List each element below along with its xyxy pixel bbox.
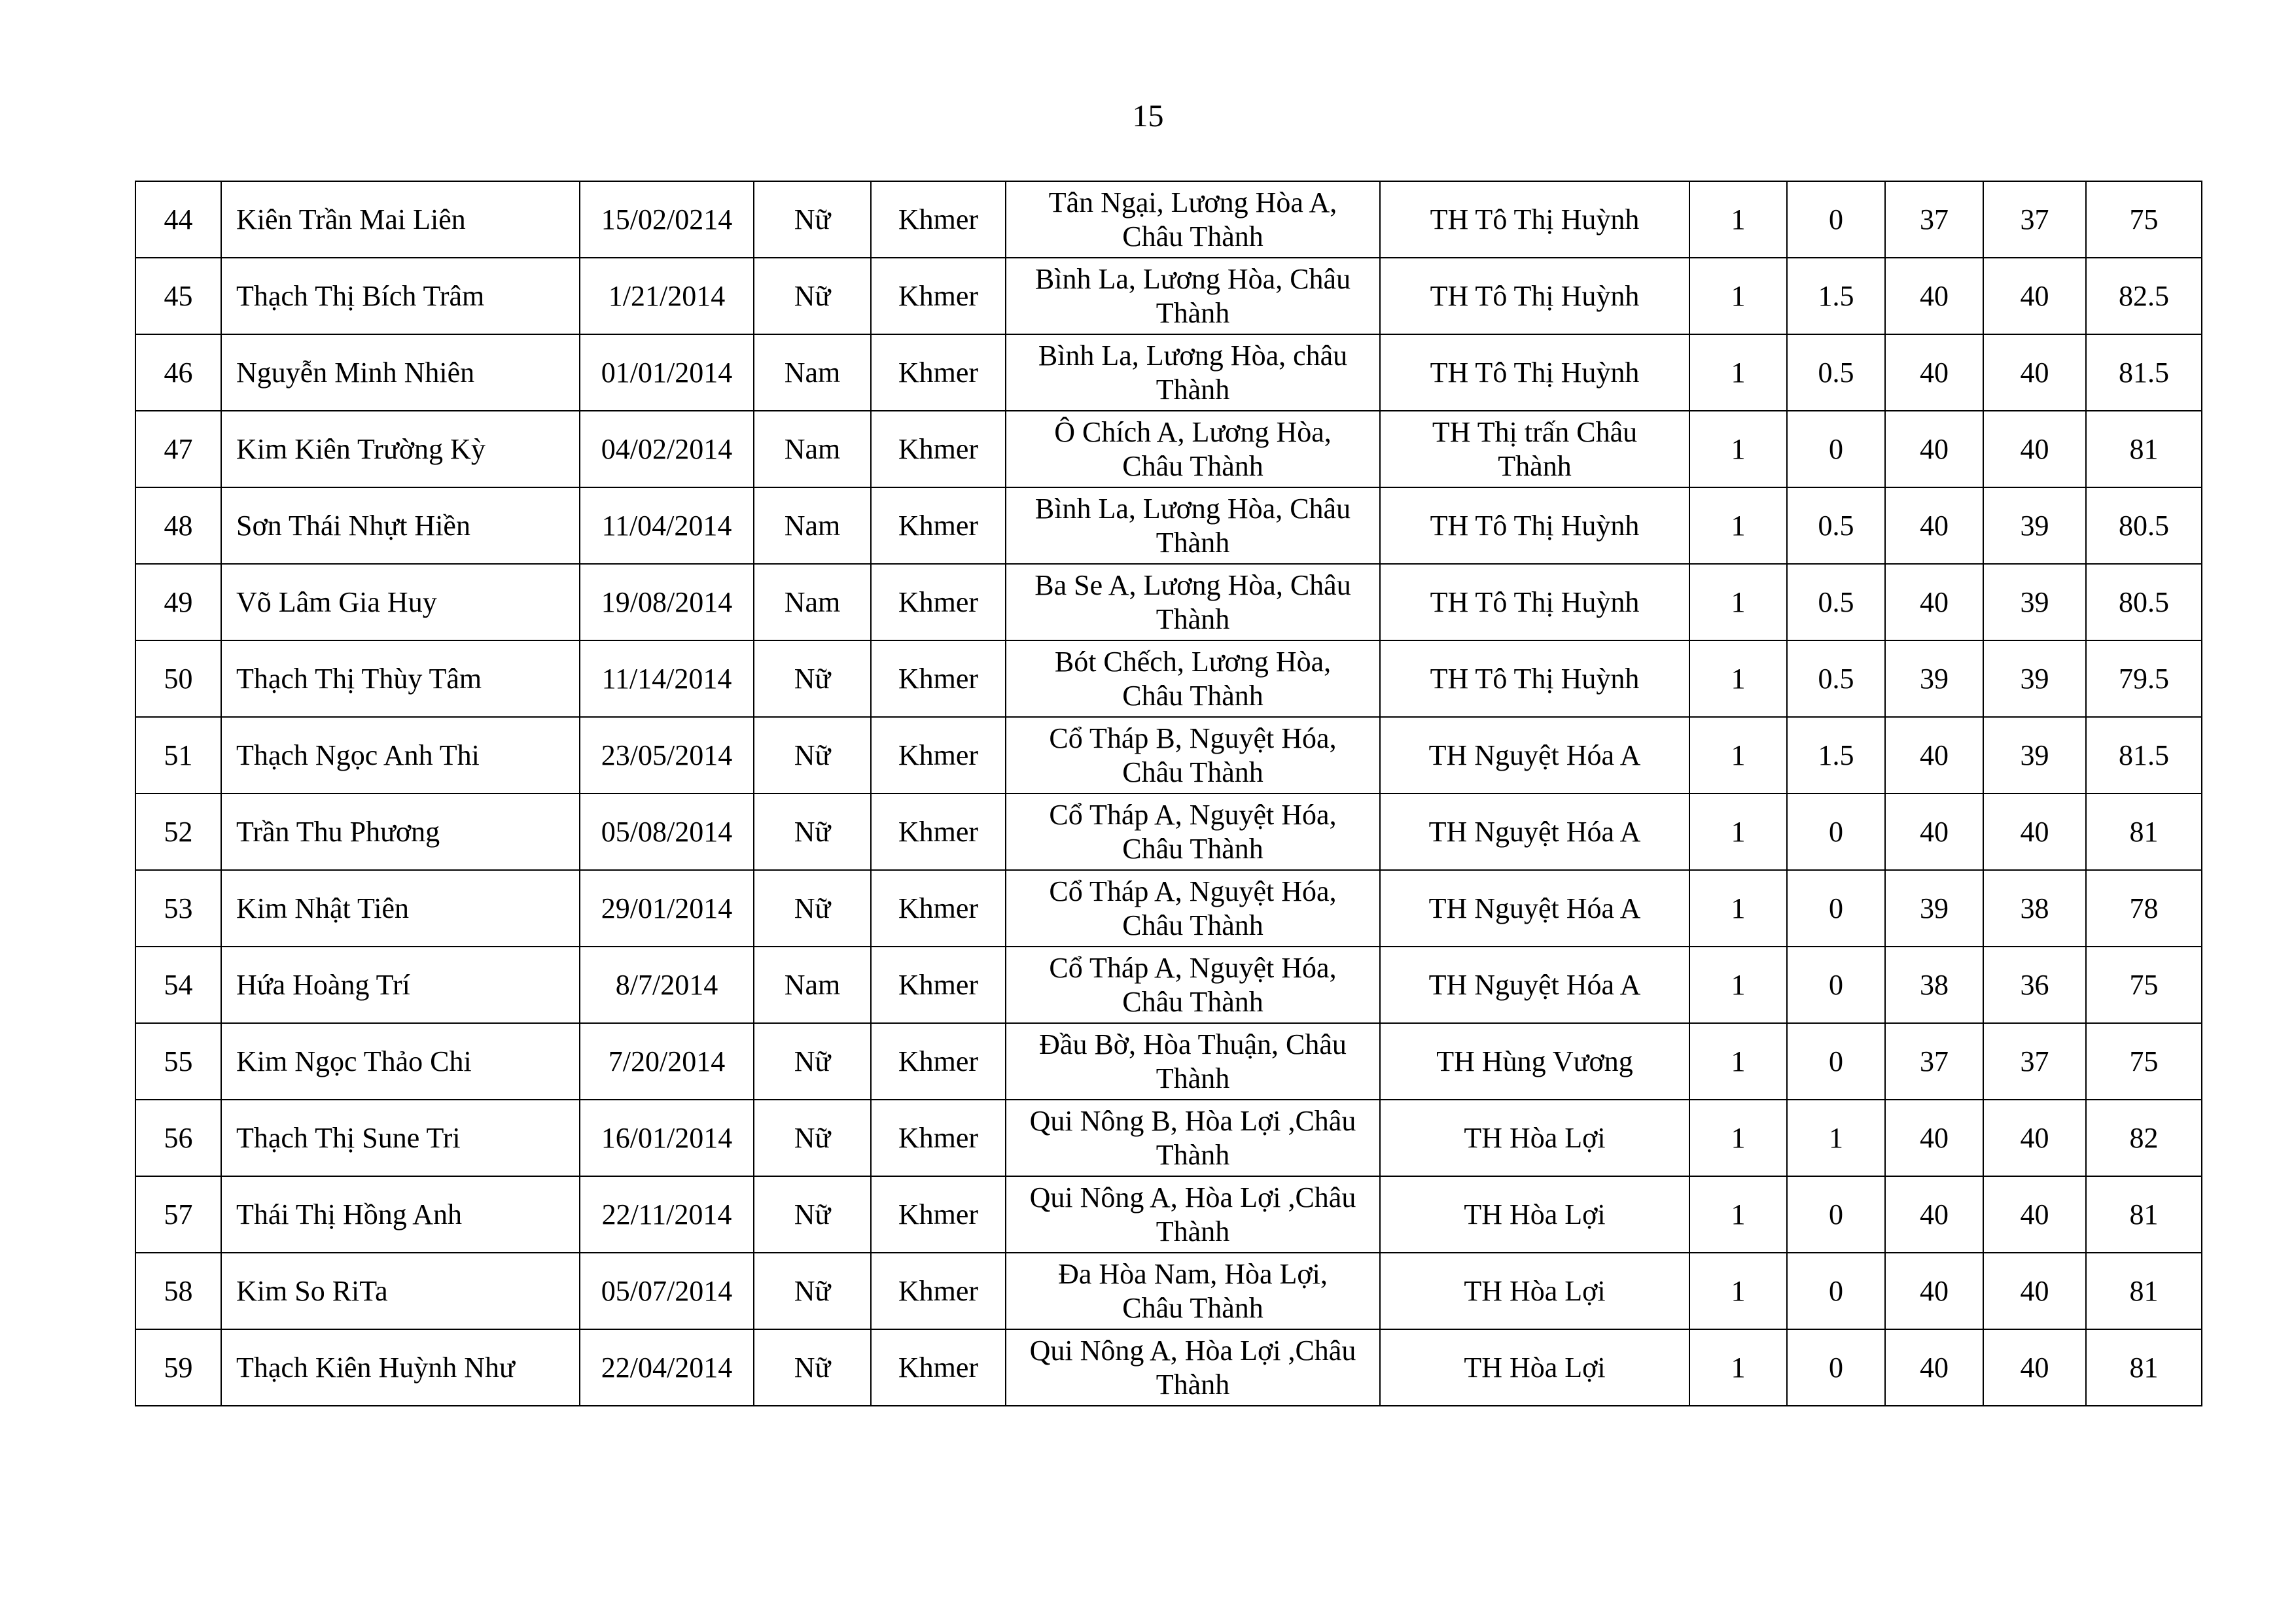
cell-birth-date: 22/04/2014 [580,1329,754,1406]
cell-address-line: Thành [1156,1215,1230,1248]
cell-school-line: TH Nguyệt Hóa A [1428,815,1641,848]
cell-score-3: 39 [1885,870,1983,947]
cell-address-line: Châu Thành [1122,679,1263,712]
cell-total: 79.5 [2086,640,2202,717]
cell-address-line: Qui Nông A, Hòa Lợi ,Châu [1029,1334,1356,1367]
cell-address-line: Tân Ngại, Lương Hòa A, [1048,186,1337,218]
cell-school [1380,181,1689,258]
cell-address-line: Châu Thành [1122,1291,1263,1324]
cell-score-3: 40 [1885,411,1983,487]
cell-address [1006,487,1380,564]
cell-school [1380,411,1689,487]
cell-student-name: Thạch Thị Thùy Tâm [221,640,580,717]
cell-score-1: 1 [1689,487,1787,564]
cell-score-4: 39 [1983,717,2086,794]
cell-score-4: 40 [1983,1329,2086,1406]
cell-school-line: TH Tô Thị Huỳnh [1430,662,1640,695]
cell-school [1380,717,1689,794]
cell-student-name: Thái Thị Hồng Anh [221,1176,580,1253]
cell-score-3: 37 [1885,181,1983,258]
cell-score-1: 1 [1689,640,1787,717]
cell-gender: Nữ [754,794,871,870]
cell-score-4: 37 [1983,181,2086,258]
table-row [135,1253,2202,1329]
cell-score-2: 0.5 [1787,334,1885,411]
cell-address [1006,258,1380,334]
cell-score-1: 1 [1689,947,1787,1023]
cell-ethnicity: Khmer [871,1023,1006,1100]
cell-score-2: 0.5 [1787,487,1885,564]
cell-score-1: 1 [1689,1023,1787,1100]
cell-address-line: Cổ Tháp A, Nguyệt Hóa, [1049,875,1337,907]
cell-birth-date: 16/01/2014 [580,1100,754,1176]
cell-score-3: 40 [1885,564,1983,640]
cell-gender: Nam [754,487,871,564]
cell-gender: Nữ [754,1253,871,1329]
cell-birth-date: 23/05/2014 [580,717,754,794]
cell-gender: Nam [754,334,871,411]
cell-total: 81.5 [2086,717,2202,794]
cell-address [1006,947,1380,1023]
cell-stt: 48 [135,487,221,564]
cell-score-1: 1 [1689,411,1787,487]
cell-student-name: Kim Kiên Trường Kỳ [221,411,580,487]
cell-stt: 58 [135,1253,221,1329]
cell-address-line: Châu Thành [1122,756,1263,788]
cell-score-3: 40 [1885,794,1983,870]
cell-score-1: 1 [1689,181,1787,258]
cell-total: 81.5 [2086,334,2202,411]
cell-school-line: TH Nguyệt Hóa A [1428,739,1641,771]
cell-ethnicity: Khmer [871,1176,1006,1253]
cell-address-line: Thành [1156,1138,1230,1171]
cell-ethnicity: Khmer [871,487,1006,564]
cell-stt: 44 [135,181,221,258]
cell-ethnicity: Khmer [871,640,1006,717]
cell-score-2: 0 [1787,794,1885,870]
cell-total: 75 [2086,181,2202,258]
cell-ethnicity: Khmer [871,564,1006,640]
cell-ethnicity: Khmer [871,258,1006,334]
cell-school [1380,1023,1689,1100]
cell-score-3: 40 [1885,1176,1983,1253]
cell-stt: 47 [135,411,221,487]
cell-school-line: TH Hòa Lợi [1464,1351,1606,1384]
cell-student-name: Kim Nhật Tiên [221,870,580,947]
cell-school [1380,1176,1689,1253]
cell-birth-date: 8/7/2014 [580,947,754,1023]
cell-total: 81 [2086,1253,2202,1329]
cell-student-name: Trần Thu Phương [221,794,580,870]
cell-birth-date: 22/11/2014 [580,1176,754,1253]
cell-score-1: 1 [1689,870,1787,947]
cell-address [1006,181,1380,258]
cell-stt: 52 [135,794,221,870]
cell-address [1006,870,1380,947]
cell-gender: Nam [754,411,871,487]
cell-total: 80.5 [2086,564,2202,640]
cell-address-line: Thành [1156,1368,1230,1401]
cell-ethnicity: Khmer [871,411,1006,487]
cell-address-line: Cổ Tháp A, Nguyệt Hóa, [1049,951,1337,984]
cell-score-4: 36 [1983,947,2086,1023]
cell-address-line: Ba Se A, Lương Hòa, Châu [1034,568,1351,601]
cell-score-3: 40 [1885,487,1983,564]
cell-score-2: 0.5 [1787,640,1885,717]
cell-ethnicity: Khmer [871,1253,1006,1329]
cell-birth-date: 05/07/2014 [580,1253,754,1329]
cell-address [1006,717,1380,794]
table-row [135,1023,2202,1100]
cell-score-4: 40 [1983,1253,2086,1329]
cell-student-name: Kim Ngọc Thảo Chi [221,1023,580,1100]
cell-school-line: Thành [1498,449,1572,482]
cell-score-1: 1 [1689,1176,1787,1253]
cell-gender: Nữ [754,1329,871,1406]
cell-school [1380,258,1689,334]
cell-address-line: Đa Hòa Nam, Hòa Lợi, [1058,1257,1328,1290]
cell-stt: 50 [135,640,221,717]
cell-score-2: 0 [1787,1329,1885,1406]
cell-stt: 45 [135,258,221,334]
cell-address-line: Châu Thành [1122,832,1263,865]
table-row [135,640,2202,717]
cell-student-name: Thạch Kiên Huỳnh Như [221,1329,580,1406]
cell-ethnicity: Khmer [871,334,1006,411]
cell-gender: Nữ [754,1100,871,1176]
cell-address-line: Bình La, Lương Hòa, châu [1038,339,1348,372]
cell-address-line: Thành [1156,1062,1230,1094]
cell-score-2: 1.5 [1787,717,1885,794]
cell-school-line: TH Hòa Lợi [1464,1274,1606,1307]
cell-score-2: 0 [1787,870,1885,947]
cell-score-2: 1 [1787,1100,1885,1176]
cell-score-1: 1 [1689,794,1787,870]
table-row [135,717,2202,794]
cell-school-line: TH Nguyệt Hóa A [1428,892,1641,924]
cell-gender: Nữ [754,870,871,947]
table-row [135,947,2202,1023]
cell-birth-date: 1/21/2014 [580,258,754,334]
cell-address-line: Qui Nông B, Hòa Lợi ,Châu [1029,1104,1356,1137]
cell-school-line: TH Tô Thị Huỳnh [1430,509,1640,542]
cell-stt: 46 [135,334,221,411]
cell-address [1006,640,1380,717]
table-row [135,181,2202,258]
cell-stt: 51 [135,717,221,794]
cell-school [1380,947,1689,1023]
cell-school [1380,564,1689,640]
cell-stt: 49 [135,564,221,640]
cell-address-line: Châu Thành [1122,985,1263,1018]
cell-student-name: Nguyễn Minh Nhiên [221,334,580,411]
cell-school-line: TH Tô Thị Huỳnh [1430,203,1640,236]
cell-score-2: 0 [1787,1023,1885,1100]
cell-school [1380,1329,1689,1406]
cell-stt: 55 [135,1023,221,1100]
cell-address-line: Thành [1156,526,1230,559]
cell-stt: 53 [135,870,221,947]
cell-gender: Nữ [754,258,871,334]
cell-score-4: 39 [1983,640,2086,717]
cell-total: 78 [2086,870,2202,947]
cell-address-line: Bình La, Lương Hòa, Châu [1034,262,1351,295]
cell-gender: Nữ [754,181,871,258]
cell-address-line: Thành [1156,373,1230,406]
cell-total: 75 [2086,1023,2202,1100]
table-row [135,564,2202,640]
cell-score-4: 38 [1983,870,2086,947]
cell-birth-date: 11/04/2014 [580,487,754,564]
cell-score-3: 40 [1885,1329,1983,1406]
cell-birth-date: 11/14/2014 [580,640,754,717]
cell-address [1006,1023,1380,1100]
cell-total: 75 [2086,947,2202,1023]
cell-birth-date: 7/20/2014 [580,1023,754,1100]
cell-score-1: 1 [1689,334,1787,411]
cell-school [1380,794,1689,870]
cell-birth-date: 19/08/2014 [580,564,754,640]
cell-total: 80.5 [2086,487,2202,564]
cell-address-line: Châu Thành [1122,909,1263,941]
cell-score-3: 37 [1885,1023,1983,1100]
cell-school-line: TH Tô Thị Huỳnh [1430,585,1640,618]
table-row [135,870,2202,947]
cell-address-line: Bót Chếch, Lương Hòa, [1054,645,1332,678]
cell-score-2: 0 [1787,947,1885,1023]
cell-address [1006,1329,1380,1406]
cell-address-line: Châu Thành [1122,220,1263,253]
cell-score-2: 0 [1787,181,1885,258]
cell-school [1380,334,1689,411]
cell-score-1: 1 [1689,1253,1787,1329]
table-row [135,794,2202,870]
cell-address-line: Qui Nông A, Hòa Lợi ,Châu [1029,1181,1356,1213]
student-table [135,181,2202,1406]
cell-school [1380,487,1689,564]
page-number: 15 [1132,99,1164,133]
table-row [135,1176,2202,1253]
cell-score-2: 0 [1787,1253,1885,1329]
cell-school-line: TH Hòa Lợi [1464,1121,1606,1154]
cell-birth-date: 15/02/0214 [580,181,754,258]
cell-school-line: TH Nguyệt Hóa A [1428,968,1641,1001]
cell-gender: Nữ [754,640,871,717]
cell-score-2: 0 [1787,1176,1885,1253]
cell-school-line: TH Hòa Lợi [1464,1198,1606,1230]
cell-address [1006,1253,1380,1329]
cell-stt: 54 [135,947,221,1023]
cell-total: 81 [2086,411,2202,487]
cell-address [1006,1176,1380,1253]
cell-address [1006,564,1380,640]
cell-score-1: 1 [1689,1100,1787,1176]
cell-total: 82.5 [2086,258,2202,334]
cell-school [1380,870,1689,947]
cell-score-3: 39 [1885,640,1983,717]
cell-address-line: Ô Chích A, Lương Hòa, [1054,415,1332,448]
cell-score-2: 1.5 [1787,258,1885,334]
cell-student-name: Thạch Thị Sune Tri [221,1100,580,1176]
cell-score-3: 38 [1885,947,1983,1023]
cell-birth-date: 04/02/2014 [580,411,754,487]
cell-address-line: Cổ Tháp B, Nguyệt Hóa, [1049,722,1337,754]
cell-school-line: TH Hùng Vương [1436,1045,1633,1077]
cell-score-3: 40 [1885,334,1983,411]
cell-birth-date: 29/01/2014 [580,870,754,947]
table-row [135,334,2202,411]
cell-student-name: Thạch Thị Bích Trâm [221,258,580,334]
cell-score-4: 40 [1983,794,2086,870]
cell-score-4: 37 [1983,1023,2086,1100]
cell-ethnicity: Khmer [871,1329,1006,1406]
cell-school-line: TH Tô Thị Huỳnh [1430,356,1640,389]
cell-student-name: Võ Lâm Gia Huy [221,564,580,640]
cell-student-name: Kiên Trần Mai Liên [221,181,580,258]
cell-address-line: Thành [1156,602,1230,635]
cell-score-4: 39 [1983,564,2086,640]
cell-school-line: TH Tô Thị Huỳnh [1430,279,1640,312]
cell-ethnicity: Khmer [871,717,1006,794]
cell-address-line: Đầu Bờ, Hòa Thuận, Châu [1039,1028,1347,1060]
cell-score-3: 40 [1885,1253,1983,1329]
cell-score-1: 1 [1689,717,1787,794]
cell-ethnicity: Khmer [871,947,1006,1023]
cell-score-1: 1 [1689,1329,1787,1406]
cell-address [1006,334,1380,411]
cell-school [1380,1253,1689,1329]
cell-ethnicity: Khmer [871,794,1006,870]
cell-gender: Nữ [754,1023,871,1100]
cell-ethnicity: Khmer [871,870,1006,947]
cell-total: 81 [2086,1329,2202,1406]
cell-address [1006,411,1380,487]
table-row [135,1329,2202,1406]
cell-stt: 56 [135,1100,221,1176]
cell-total: 81 [2086,1176,2202,1253]
cell-address-line: Bình La, Lương Hòa, Châu [1034,492,1351,525]
cell-student-name: Sơn Thái Nhựt Hiền [221,487,580,564]
cell-total: 81 [2086,794,2202,870]
cell-gender: Nữ [754,1176,871,1253]
cell-score-4: 39 [1983,487,2086,564]
cell-score-1: 1 [1689,564,1787,640]
cell-score-4: 40 [1983,411,2086,487]
cell-score-4: 40 [1983,1100,2086,1176]
table-row [135,1100,2202,1176]
cell-stt: 59 [135,1329,221,1406]
cell-school-line: TH Thị trấn Châu [1432,415,1638,448]
cell-ethnicity: Khmer [871,181,1006,258]
table-row [135,487,2202,564]
cell-stt: 57 [135,1176,221,1253]
cell-address-line: Cổ Tháp A, Nguyệt Hóa, [1049,798,1337,831]
cell-gender: Nữ [754,717,871,794]
cell-address-line: Châu Thành [1122,449,1263,482]
cell-score-2: 0.5 [1787,564,1885,640]
cell-birth-date: 05/08/2014 [580,794,754,870]
cell-gender: Nam [754,564,871,640]
cell-student-name: Kim So RiTa [221,1253,580,1329]
cell-birth-date: 01/01/2014 [580,334,754,411]
cell-score-4: 40 [1983,1176,2086,1253]
cell-score-4: 40 [1983,334,2086,411]
table-row [135,258,2202,334]
cell-address [1006,794,1380,870]
cell-score-3: 40 [1885,258,1983,334]
cell-score-3: 40 [1885,1100,1983,1176]
cell-school [1380,1100,1689,1176]
cell-gender: Nam [754,947,871,1023]
cell-score-3: 40 [1885,717,1983,794]
cell-score-2: 0 [1787,411,1885,487]
cell-school [1380,640,1689,717]
cell-address-line: Thành [1156,296,1230,329]
cell-score-1: 1 [1689,258,1787,334]
cell-address [1006,1100,1380,1176]
cell-score-4: 40 [1983,258,2086,334]
cell-total: 82 [2086,1100,2202,1176]
cell-student-name: Thạch Ngọc Anh Thi [221,717,580,794]
table-row [135,411,2202,487]
cell-ethnicity: Khmer [871,1100,1006,1176]
cell-student-name: Hứa Hoàng Trí [221,947,580,1023]
